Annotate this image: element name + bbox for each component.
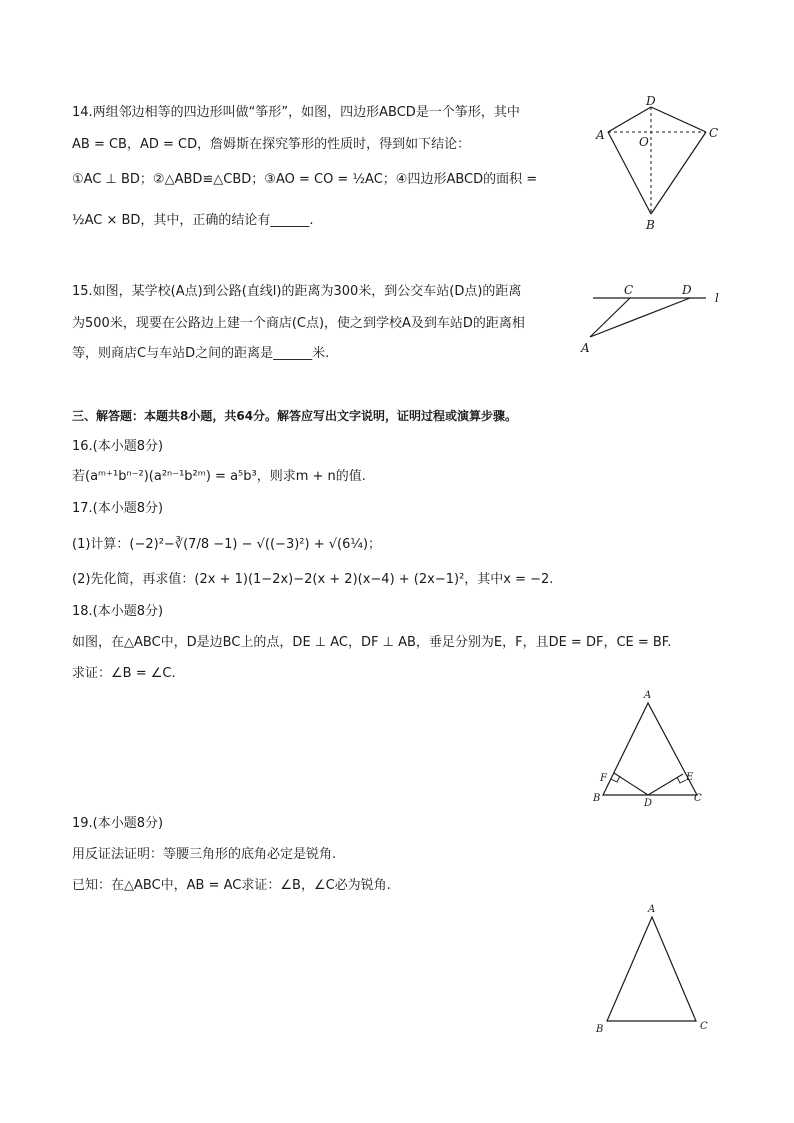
kite-figure [590,92,730,237]
q16-body: 若(aᵐ⁺¹bⁿ⁻²)(a²ⁿ⁻¹b²ᵐ) = a⁵b³，则求m + n的值. [72,469,366,484]
q17-heading: 17.(本小题8分) [72,501,164,516]
road-label-d: D [682,283,692,297]
tri-label-b: B [593,793,601,804]
isosceles-triangle-figure [590,900,720,1040]
q19-line-1: 用反证法证明：等腰三角形的底角必定是锐角. [72,847,337,862]
q19-heading: 19.(本小题8分) [72,816,164,831]
q14-line-1: 14.两组邻边相等的四边形叫做“筝形”，如图，四边形ABCD是一个筝形，其中 [72,105,520,120]
q14-line-4: ½AC × BD，其中，正确的结论有______. [72,213,314,228]
q15-line-2: 为500米，现要在公路边上建一个商店(C点)，使之到学校A及到车站D的距离相 [72,316,525,331]
tri-label-a: A [644,690,652,701]
tri-label-f: F [600,773,607,784]
tri-label-e: E [686,772,694,783]
kite-label-d: D [646,94,656,108]
q14-line-3: ①AC ⊥ BD；②△ABD≌△CBD；③AO = CO = ½AC；④四边形ABCD的面积 = [72,172,538,187]
segment-ad [590,298,690,337]
kite-label-b: B [646,218,655,232]
q17-part-1: (1)计算：(−2)²−∛(7/8 −1) − √((−3)²) + √(6¼)； [72,537,382,552]
road-label-l: l [715,291,719,305]
q15-line-1: 15.如图，某学校(A点)到公路(直线l)的距离为300米，到公交车站(D点)的距离 [72,284,522,299]
segment-de [648,774,683,795]
triangle-abc-isosceles [607,917,696,1021]
q19-line-2: 已知：在△ABC中，AB = AC求证：∠B，∠C必为锐角. [72,878,391,893]
right-angle-mark-e [677,777,686,783]
kite-side-ad [608,107,651,132]
kite-label-a: A [596,128,605,142]
kite-side-cb [651,132,706,214]
kite-label-c: C [709,126,719,140]
kite-side-dc [651,107,706,132]
q17-part-2: (2)先化简，再求值：(2x + 1)(1−2x)−2(x + 2)(x−4) + (2x−1)²，其中x = −2. [72,572,554,587]
road-label-a: A [581,341,590,355]
triangle-def-figure [588,688,713,813]
road-label-c: C [624,283,634,297]
q18-line-1: 如图，在△ABC中，D是边BC上的点，DE ⊥ AC，DF ⊥ AB，垂足分别为E，F，且DE = DF，CE = BF. [72,635,672,650]
tri-label-d: D [644,798,653,809]
q18-line-2: 求证：∠B = ∠C. [72,666,176,681]
iso-label-a: A [648,904,656,915]
segment-ac [590,298,630,337]
q18-heading: 18.(本小题8分) [72,604,164,619]
iso-label-b: B [596,1024,604,1035]
road-figure [578,282,738,357]
segment-df [614,773,648,795]
kite-label-o: O [639,135,649,149]
q16-heading: 16.(本小题8分) [72,439,164,454]
tri-label-c: C [694,793,702,804]
q15-line-3: 等，则商店C与车站D之间的距离是______米. [72,346,330,361]
iso-label-c: C [700,1021,708,1032]
q14-line-2: AB = CB，AD = CD，詹姆斯在探究筝形的性质时，得到如下结论： [72,137,471,152]
section-3-heading: 三、解答题：本题共8小题，共64分。解答应写出文字说明，证明过程或演算步骤。 [72,409,518,423]
